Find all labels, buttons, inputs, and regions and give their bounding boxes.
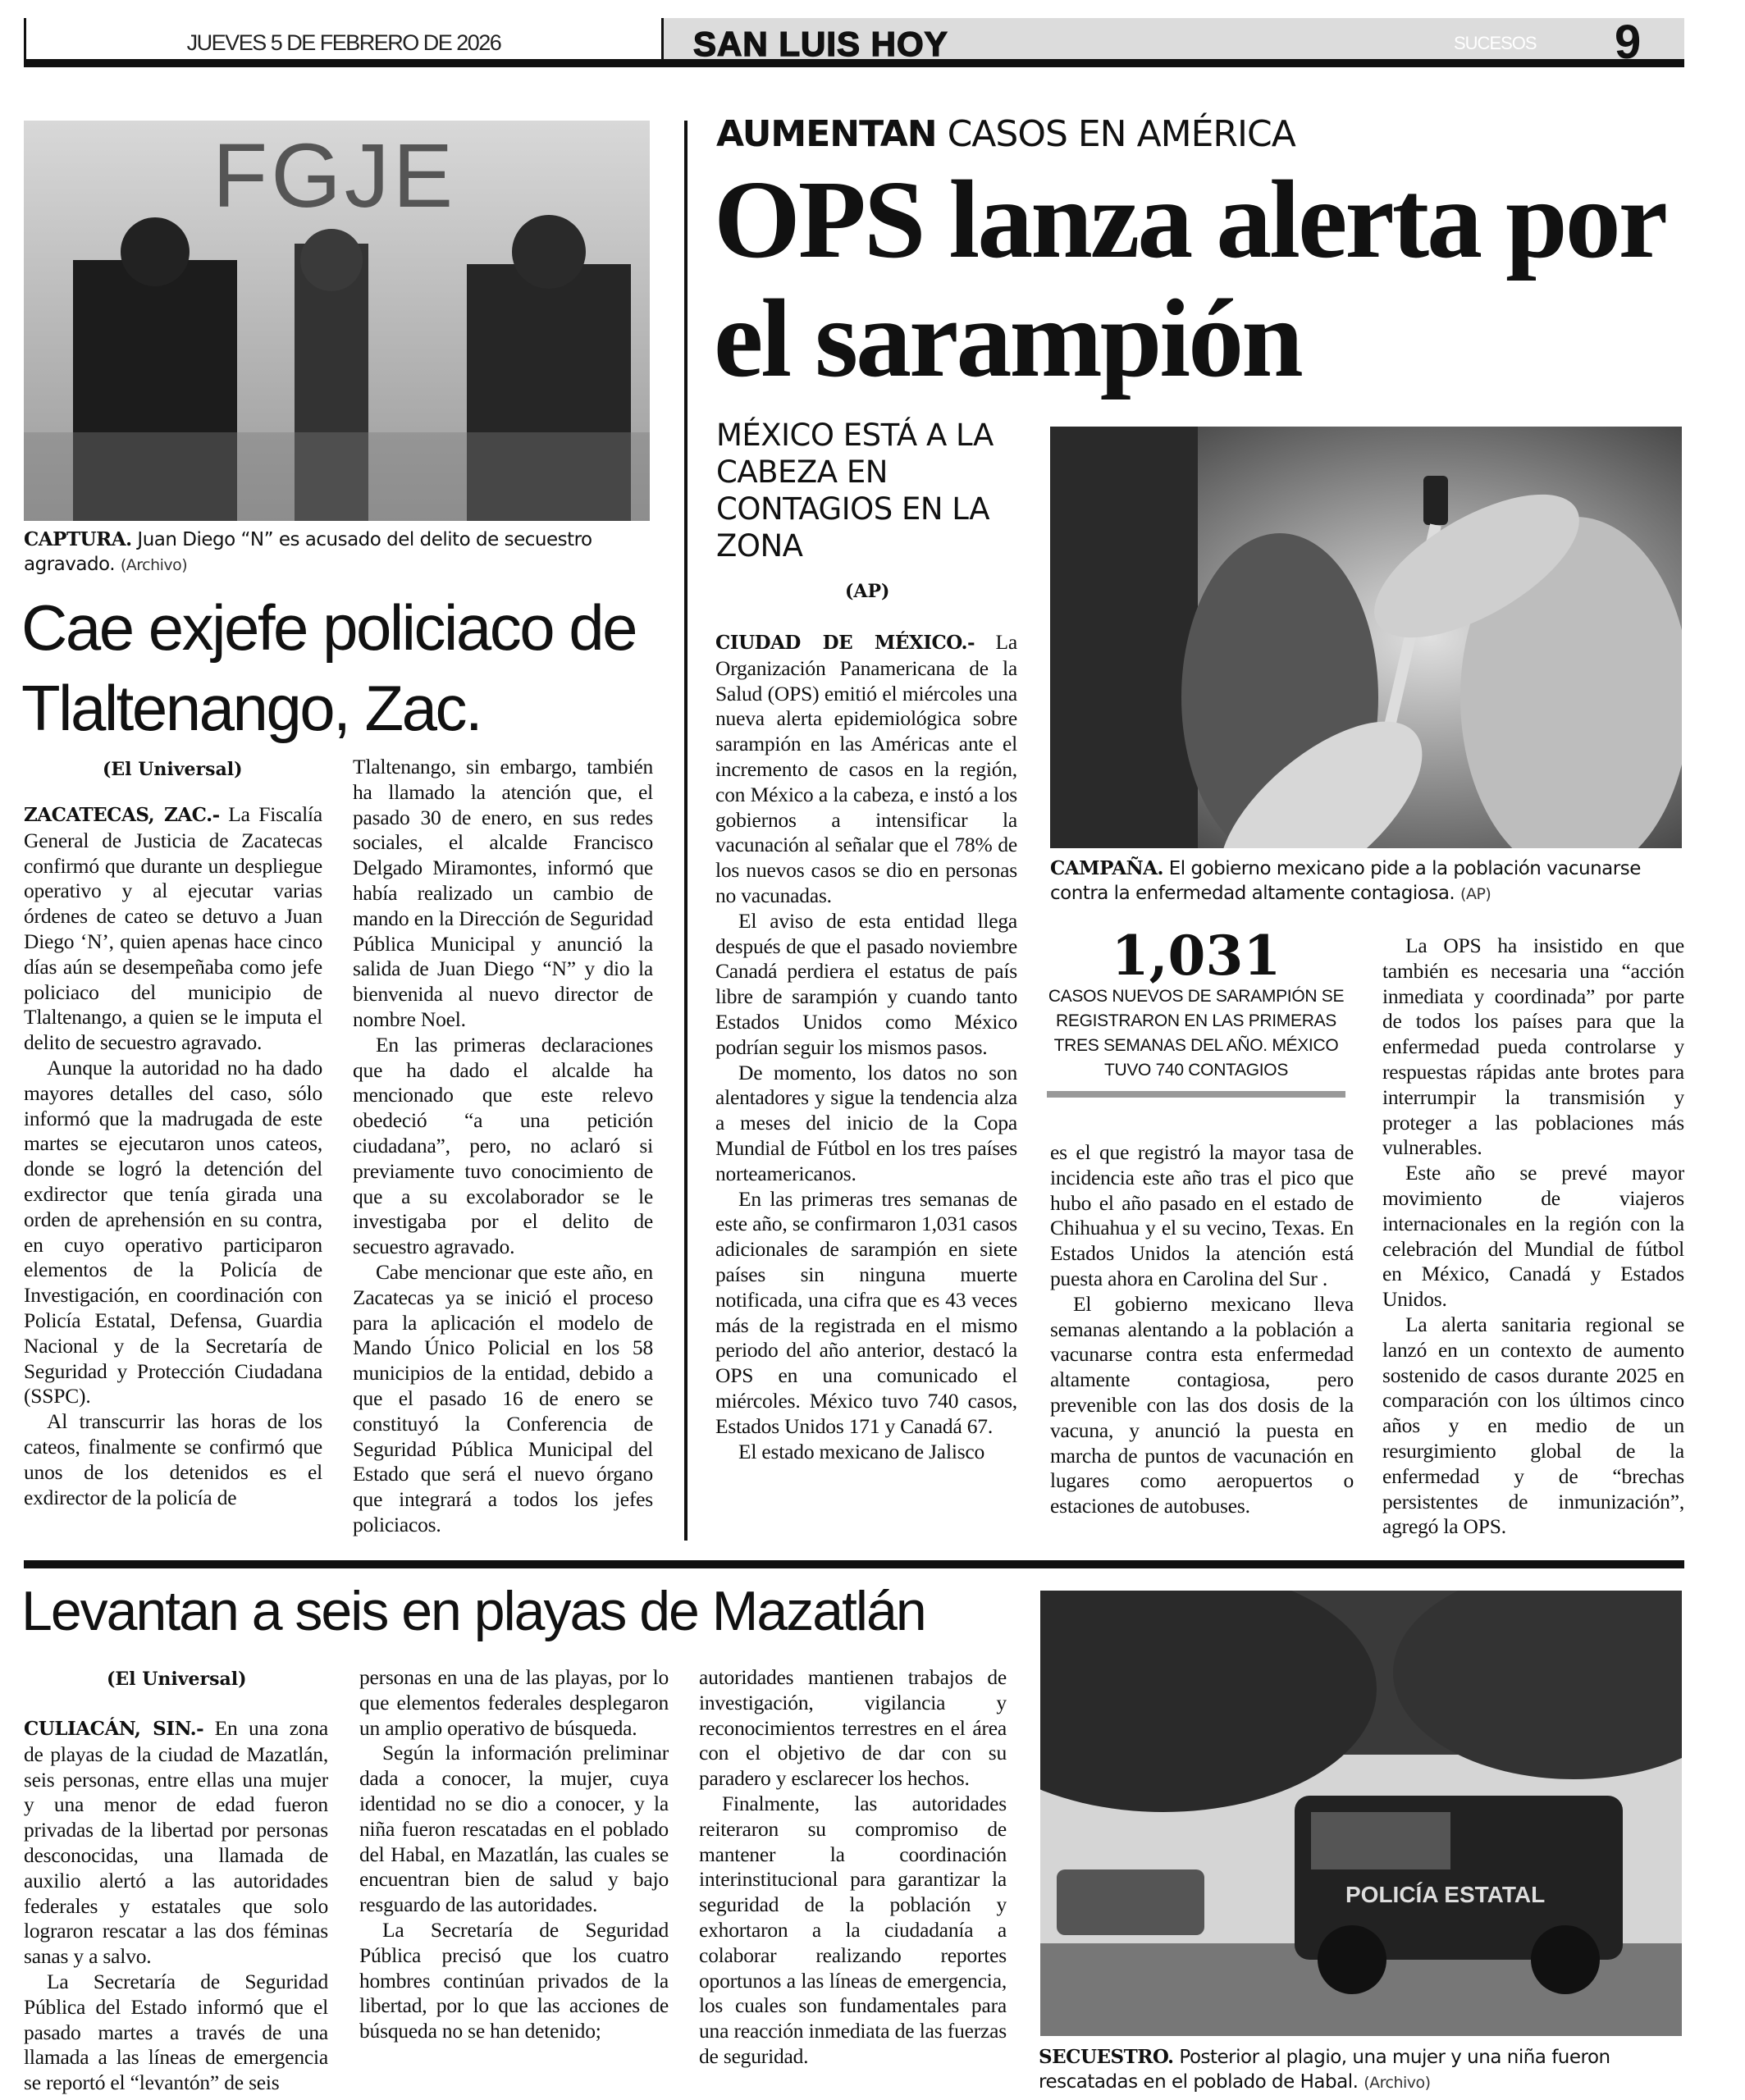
caption-text: Posterior al plagio, una mujer y una niña fueron rescatadas en el poblado de Habal. bbox=[1039, 2047, 1610, 2093]
paragraph-text: es el que registró la mayor tasa de incidencia este año tras el pico que hubo el año pasado en el estado de Chihuahua y el su vecino, Texas. En Estados Unidos la atención está puesta ahora en Carolina del Sur . bbox=[1050, 1140, 1354, 1290]
caption-source: (Archivo) bbox=[1364, 2074, 1431, 2092]
paragraph bbox=[24, 1409, 322, 1510]
paragraph-text: La OPS ha insistido en que también es necesaria una “acción inmediata y coordinada” por parte de todos los países para que la enfermedad pueda controlarse y respuestas rápidas ante brotes para interrumpir la transmisión y proteger a las poblaciones más vulnerables. bbox=[1382, 934, 1684, 1160]
stat-text: CASOS NUEVOS DE SARAMPIÓN SE REGISTRARON EN LAS PRIMERAS TRES SEMANAS DEL AÑO. MÉXICO TUVO 740 CONTAGIOS bbox=[1048, 987, 1345, 1080]
paragraph bbox=[715, 630, 1017, 909]
paragraph bbox=[353, 1260, 653, 1538]
story2-column-2 bbox=[1050, 1140, 1354, 1542]
story2-column-1 bbox=[715, 630, 1017, 1542]
paragraph-text: personas en una de las playas, por lo que elementos federales desplegaron un amplio operativo de búsqueda. bbox=[359, 1665, 669, 1740]
paragraph-text: Según la información preliminar dada a conocer, la mujer, cuya identidad no se dio a conocer, y la niña fueron rescatadas en el poblado del Habal, en Mazatlán, las cuales se encuentran bien de salud y bajo resguardo de las autoridades. bbox=[359, 1741, 669, 1917]
paragraph bbox=[715, 1061, 1017, 1187]
vaccine-photo-image bbox=[1050, 427, 1682, 848]
paragraph bbox=[359, 1741, 669, 1918]
police-truck-photo-image bbox=[1040, 1591, 1682, 2036]
paragraph bbox=[1050, 1140, 1354, 1292]
caption-label: CAMPAÑA. bbox=[1050, 857, 1163, 879]
arrest-photo bbox=[24, 121, 650, 521]
paragraph bbox=[1382, 1312, 1684, 1540]
story2-headline: OPS lanza alerta por el sarampión bbox=[714, 158, 1664, 400]
story1-credit: (El Universal) bbox=[103, 759, 243, 780]
caption-label: CAPTURA. bbox=[24, 528, 132, 550]
page-number: 9 bbox=[1615, 16, 1642, 69]
dateline: ZACATECAS, ZAC.- bbox=[24, 804, 220, 826]
issue-date: JUEVES 5 DE FEBRERO DE 2026 bbox=[24, 18, 661, 67]
caption-text: El gobierno mexicano pide a la población vacunarse contra la enfermedad altamente contagiosa. bbox=[1050, 858, 1641, 904]
paragraph bbox=[359, 1918, 669, 2044]
kicker-bold: AUMENTAN bbox=[716, 113, 937, 155]
kicker-rest: CASOS EN AMÉRICA bbox=[936, 113, 1295, 155]
fgje-logo-text: FGJE bbox=[212, 126, 457, 226]
story3-headline: Levantan a seis en playas de Mazatlán bbox=[21, 1580, 925, 1642]
arrest-photo-image bbox=[24, 121, 650, 521]
paragraph-text: Cabe mencionar que este año, en Zacatecas ya se inició el proceso para la aplicación el modelo de Mando Único Policial en los 58 municipios de la entidad, debido a que el pasado 16 de enero se constituyó la Conferencia de Seguridad Pública Municipal del Estado que será el nuevo órgano que integrará a todos los jefes policiacos. bbox=[353, 1259, 653, 1536]
paragraph-text: La Organización Panamericana de la Salud (OPS) emitió el miércoles una nueva alerta epidemiológica sobre sarampión en las Américas ante el incremento de casos en la región, con México a la cabeza, e instó a los gobiernos a intensificar la vacunación al señalar que el 78% de los nuevos casos se dio en personas no vacunadas. bbox=[715, 630, 1017, 907]
stat-rule bbox=[1047, 1091, 1345, 1098]
police-truck-photo bbox=[1040, 1591, 1682, 2036]
paragraph-text: El aviso de esta entidad llega después de que el pasado noviembre Canadá perdiera el estatus de país libre de sarampión y cuando tanto Estados Unidos como México podrían seguir los mismos pasos. bbox=[715, 908, 1017, 1059]
newspaper-name: SAN LUIS HOY bbox=[693, 25, 948, 63]
arrest-photo-caption bbox=[24, 527, 656, 578]
paragraph bbox=[715, 909, 1017, 1061]
paragraph-text: Finalmente, las autoridades reiteraron su compromiso de mantener la coordinación interinstitucional para garantizar la seguridad de la población y exhortaron a la ciudadanía a colaborar realizando reportes oportunos a las líneas de emergencia, los cuales son fundamentales para una reacción inmediata de las fuerzas de seguridad. bbox=[699, 1791, 1007, 2068]
paragraph-text: En las primeras declaraciones que ha dado el alcalde ha mencionado que este relevo obedeció “a una petición ciudadana”, pero, no aclaró si previamente tuvo conocimiento de que a su excolaborador se le investigaba por el delito de secuestro agravado. bbox=[353, 1032, 653, 1259]
caption-text: Juan Diego “N” es acusado del delito de secuestro agravado. bbox=[24, 529, 592, 575]
paragraph-text: El estado mexicano de Jalisco bbox=[738, 1439, 985, 1463]
paragraph bbox=[699, 1665, 1007, 1792]
vaccine-photo-caption bbox=[1050, 856, 1698, 906]
paragraph bbox=[353, 1033, 653, 1260]
column-divider bbox=[684, 121, 687, 1541]
paragraph bbox=[1050, 1292, 1354, 1519]
story3-credit: (El Universal) bbox=[107, 1669, 247, 1690]
story1-headline: Cae exjefe policiaco de Tlaltenango, Zac. bbox=[21, 591, 637, 744]
story3-column-1 bbox=[24, 1716, 328, 2100]
vaccine-photo bbox=[1050, 427, 1682, 848]
caption-source: (AP) bbox=[1460, 885, 1491, 903]
paragraph bbox=[1382, 934, 1684, 1161]
paragraph-text: El gobierno mexicano lleva semanas alentando a la población a vacunarse contra esta enfermedad altamente contagiosa, pero prevenible con las dos dosis de la vacuna, y anunció la puesta en marcha de puntos de vacunación en lugares como aeropuertos o estaciones de autobuses. bbox=[1050, 1291, 1354, 1518]
dateline: CULIACÁN, SIN.- bbox=[24, 1718, 204, 1740]
story1-column-1 bbox=[24, 802, 322, 1542]
paragraph-text: Al transcurrir las horas de los cateos, finalmente se confirmó que unos de los detenidos es el exdirector de la policía de bbox=[24, 1409, 322, 1509]
dateline: CIUDAD DE MÉXICO.- bbox=[715, 632, 975, 654]
paragraph-text: En una zona de playas de la ciudad de Mazatlán, seis personas, entre ellas una mujer y una menor de edad fueron privadas de la libertad por personas desconocidas, una llamada de auxilio alertó a las autoridades federales y estatales que solo lograron rescatar a las dos féminas sanas y a salvo. bbox=[24, 1716, 328, 1969]
paragraph-text: La Secretaría de Seguridad Pública precisó que los cuatro hombres continúan privados de la libertad, por lo que las acciones de búsqueda no se han detenido; bbox=[359, 1917, 669, 2043]
story2-column-3 bbox=[1382, 934, 1684, 1542]
paragraph bbox=[715, 1440, 1017, 1465]
paragraph-text: Este año se prevé mayor movimiento de viajeros internacionales en la región con la celebración del Mundial de fútbol en México, Canadá y Estados Unidos. bbox=[1382, 1161, 1684, 1312]
paragraph bbox=[699, 1792, 1007, 2070]
paragraph-text: autoridades mantienen trabajos de investigación, vigilancia y reconocimientos terrestres en el área con el objetivo de dar con su paradero y esclarecer los hechos. bbox=[699, 1665, 1007, 1791]
paragraph bbox=[24, 1056, 322, 1409]
paragraph-text: La alerta sanitaria regional se lanzó en un contexto de aumento sostenido de casos durante 2025 en comparación con los últimos cinco años y en medio de un resurgimiento global de la enfermedad y de “brechas persistentes de inmunización”, agregó la OPS. bbox=[1382, 1312, 1684, 1539]
story2-credit: (AP) bbox=[845, 581, 890, 602]
caption-label: SECUESTRO. bbox=[1039, 2046, 1174, 2068]
paragraph bbox=[24, 1716, 328, 1970]
paragraph-text: De momento, los datos no son alentadores y sigue la tendencia alza a meses del inicio de la Copa Mundial de Fútbol en los tres países norteamericanos. bbox=[715, 1060, 1017, 1185]
paragraph bbox=[353, 755, 653, 1033]
caption-source: (Archivo) bbox=[120, 556, 188, 574]
paragraph-text: Aunque la autoridad no ha dado mayores detalles del caso, sólo informó que la madrugada de este martes se ejecutaron unos cateos, donde se logró la detención del exdirector que tenía girada una orden de aprehensión en su contra, en cuyo operativo participaron elementos de la Policía de Investigación, en coordinación con Policía Estatal, Defensa, Guardia Nacional y de la Secretaría de Seguridad y Protección Ciudadana (SSPC). bbox=[24, 1055, 322, 1408]
paragraph-text: La Fiscalía General de Justicia de Zacatecas confirmó que durante un despliegue operativo y al ejecutar varias órdenes de cateo se detuvo a Juan Diego ‘N’, quien apenas hace cinco días aún se desempeñaba como jefe policiaco del municipio de Tlaltenango, a quien se le imputa el delito de secuestro agravado. bbox=[24, 802, 322, 1055]
stat-number: 1,031 bbox=[1111, 924, 1281, 988]
paragraph-text: Tlaltenango, sin embargo, también ha llamado la atención que, el pasado 30 de enero, en sus redes sociales, el alcalde Francisco Delgado Miramontes, informó que había realizado un cambio de mando en la Dirección de Seguridad Pública Municipal y anunció la salida de Juan Diego “N” y dio la bienvenida al nuevo director de nombre Noel. bbox=[353, 755, 653, 1031]
story3-column-2 bbox=[359, 1665, 669, 2100]
paragraph-text: La Secretaría de Seguridad Pública del Estado informó que el pasado martes a través de una llamada a las líneas de emergencia se reportó el “levantón” de seis bbox=[24, 1969, 328, 2095]
story2-kicker bbox=[716, 113, 1295, 155]
paragraph bbox=[359, 1665, 669, 1741]
truck-lettering: POLICÍA ESTATAL bbox=[1345, 1882, 1546, 1907]
paragraph-text: En las primeras tres semanas de este año, se confirmaron 1,031 casos adicionales de sarampión en siete países sin ninguna muerte notificada, una cifra que es 43 veces más de la registrada en el mismo periodo del año anterior, destacó la OPS en una comunicado el miércoles. México tuvo 740 casos, Estados Unidos 171 y Canadá 67. bbox=[715, 1186, 1017, 1438]
story2-subheadline: MÉXICO ESTÁ A LA CABEZA EN CONTAGIOS EN LA ZONA bbox=[716, 418, 994, 564]
story3-column-3 bbox=[699, 1665, 1007, 2100]
section-name: SUCESOS bbox=[1454, 33, 1537, 53]
stat-box bbox=[1047, 924, 1345, 1098]
paragraph bbox=[715, 1187, 1017, 1440]
paragraph bbox=[24, 1970, 328, 2096]
story1-column-2 bbox=[353, 755, 653, 1542]
paragraph bbox=[24, 802, 322, 1056]
paragraph bbox=[1382, 1161, 1684, 1312]
section-rule bbox=[24, 1560, 1684, 1568]
police-truck-caption bbox=[1039, 2045, 1695, 2095]
